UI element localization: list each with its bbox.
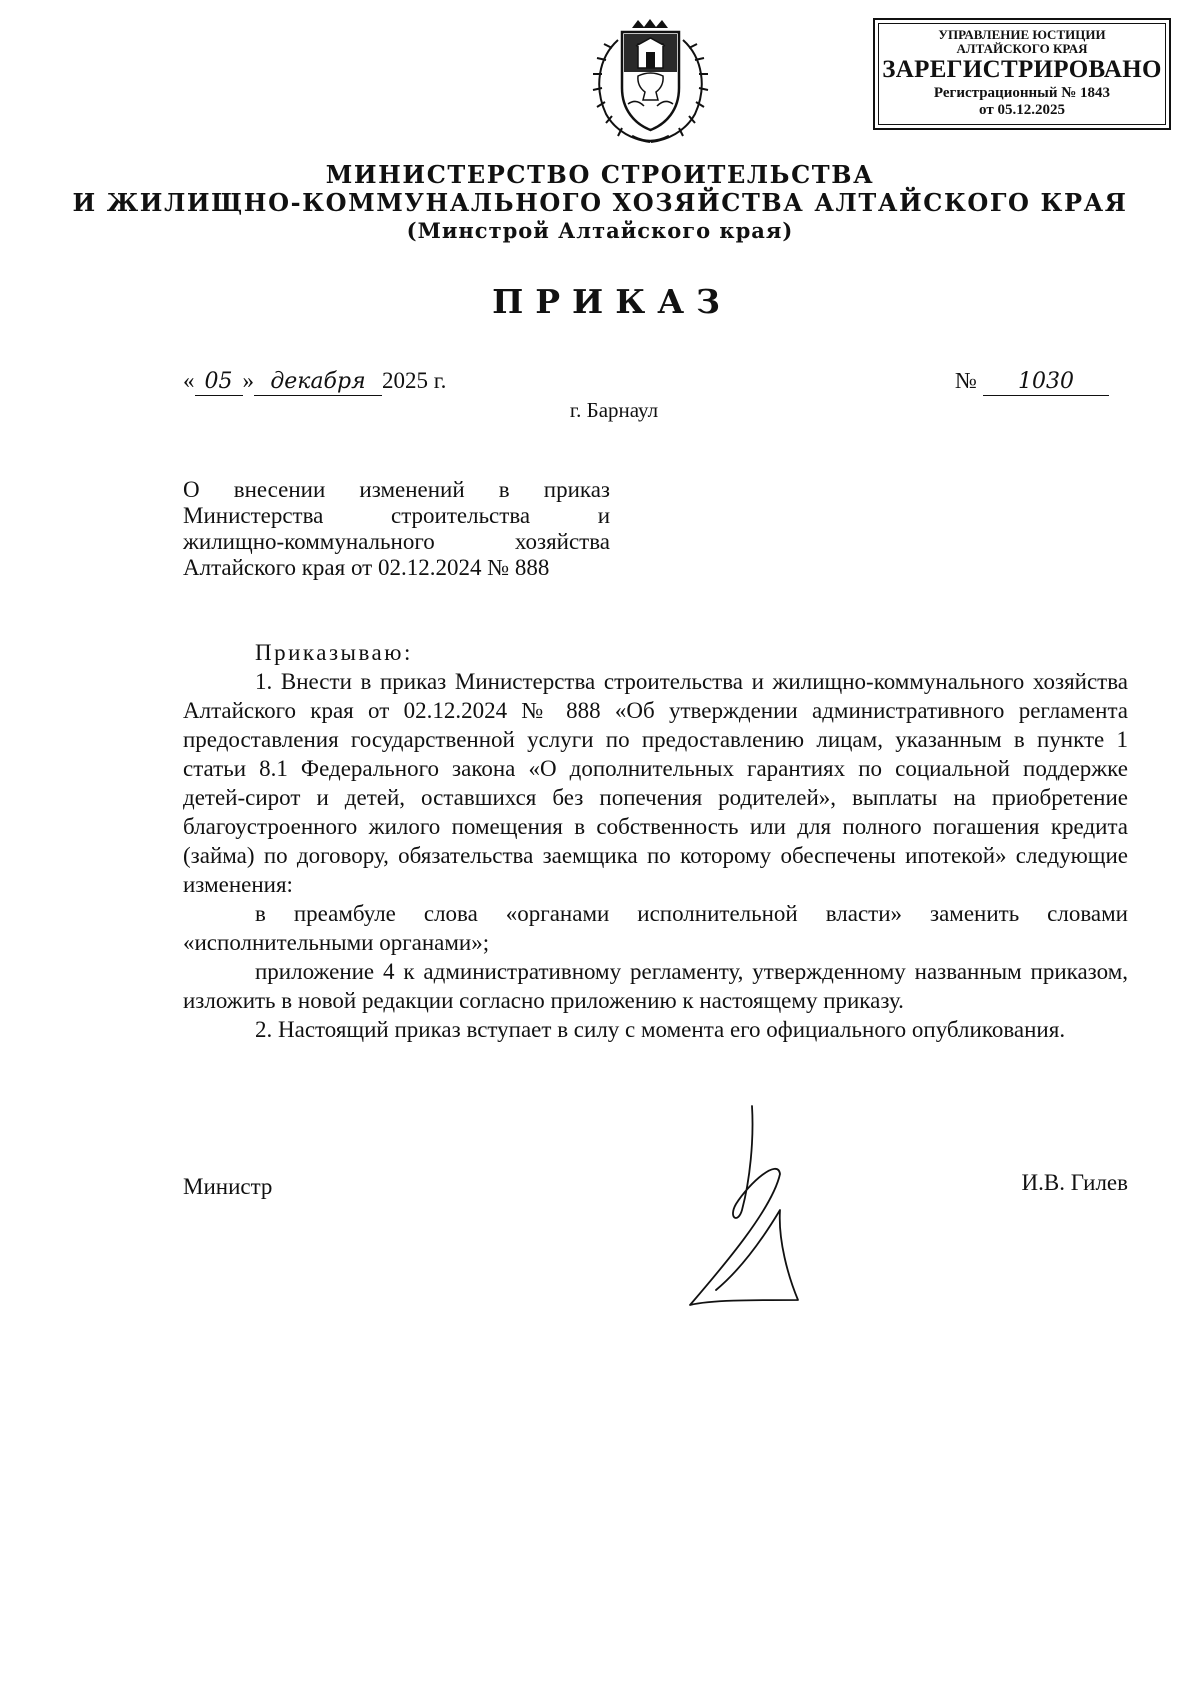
signatory-name: И.В. Гилев xyxy=(1021,1170,1128,1195)
registration-stamp xyxy=(873,18,1171,130)
stamp-authority-line1: УПРАВЛЕНИЕ ЮСТИЦИИ xyxy=(938,27,1106,42)
date-quote-open: « xyxy=(183,368,195,393)
stamp-reg-number: Регистрационный № 1843 xyxy=(933,85,1111,101)
signatory-position: Министр xyxy=(183,1174,273,1199)
document-type-title: ПРИКАЗ xyxy=(492,282,732,321)
order-number-value: 1030 xyxy=(983,369,1109,396)
ministry-short-name: (Минстрой Алтайского края) xyxy=(406,218,794,243)
stamp-reg-date: от 05.12.2025 xyxy=(979,102,1065,118)
subject-line: Министерства строительства и xyxy=(183,503,610,528)
handwritten-signature xyxy=(680,1100,840,1340)
order-city xyxy=(0,398,1200,423)
order-intro: Приказываю: xyxy=(255,640,413,665)
order-month: декабря xyxy=(254,369,382,396)
order-paragraph-4: 2. Настоящий приказ вступает в силу с момента его официального опубликования. xyxy=(255,1017,1066,1042)
subject-line: Алтайского края от 02.12.2024 № 888 xyxy=(183,555,550,580)
order-paragraph-2: в преамбуле слова «органами исполнительной власти» заменить словами «исполнительными органами»; xyxy=(183,901,1128,955)
city-text: г. Барнаул xyxy=(569,398,659,422)
ministry-name-line2: И ЖИЛИЩНО-КОММУНАЛЬНОГО ХОЗЯЙСТВА АЛТАЙСКОГО КРАЯ xyxy=(72,188,1128,217)
date-quote-close: » xyxy=(242,368,254,393)
stamp-title: ЗАРЕГИСТРИРОВАНО xyxy=(882,56,1162,83)
subject-line: жилищно-коммунального хозяйства xyxy=(183,529,610,554)
order-paragraph-1: 1. Внести в приказ Министерства строительства и жилищно-коммунального хозяйства Алтайского края от 02.12.2024 № 888 «Об утверждении административного регламента предоставления государственной услуги по предоставлению лицам, указанным в пункте 1 статьи 8.1 Федерального закона «О дополнительных гарантиях по социальной поддержке детей-сирот и детей, оставшихся без попечения родителей», выплаты на приобретение благоустроенного жилого помещения в собственность или для полного погашения кредита (займа) по договору, обязательства заемщика по которому обеспечены ипотекой» следующие изменения: xyxy=(183,669,1128,897)
order-number xyxy=(955,368,1109,396)
order-body xyxy=(183,638,1128,1044)
order-day: 05 xyxy=(195,369,243,396)
stamp-authority-line2: АЛТАЙСКОГО КРАЯ xyxy=(956,41,1088,56)
number-label: № xyxy=(955,368,977,393)
order-paragraph-3: приложение 4 к административному регламенту, утвержденному названным приказом, изложить в новой редакции согласно приложению к настоящему приказу. xyxy=(183,959,1128,1013)
order-year: 2025 г. xyxy=(382,368,447,393)
coat-of-arms-emblem xyxy=(588,18,713,146)
order-date xyxy=(183,368,446,396)
ministry-name-line1: МИНИСТЕРСТВО СТРОИТЕЛЬСТВА xyxy=(325,160,875,189)
order-subject xyxy=(183,477,610,581)
subject-line: О внесении изменений в приказ xyxy=(183,477,610,502)
